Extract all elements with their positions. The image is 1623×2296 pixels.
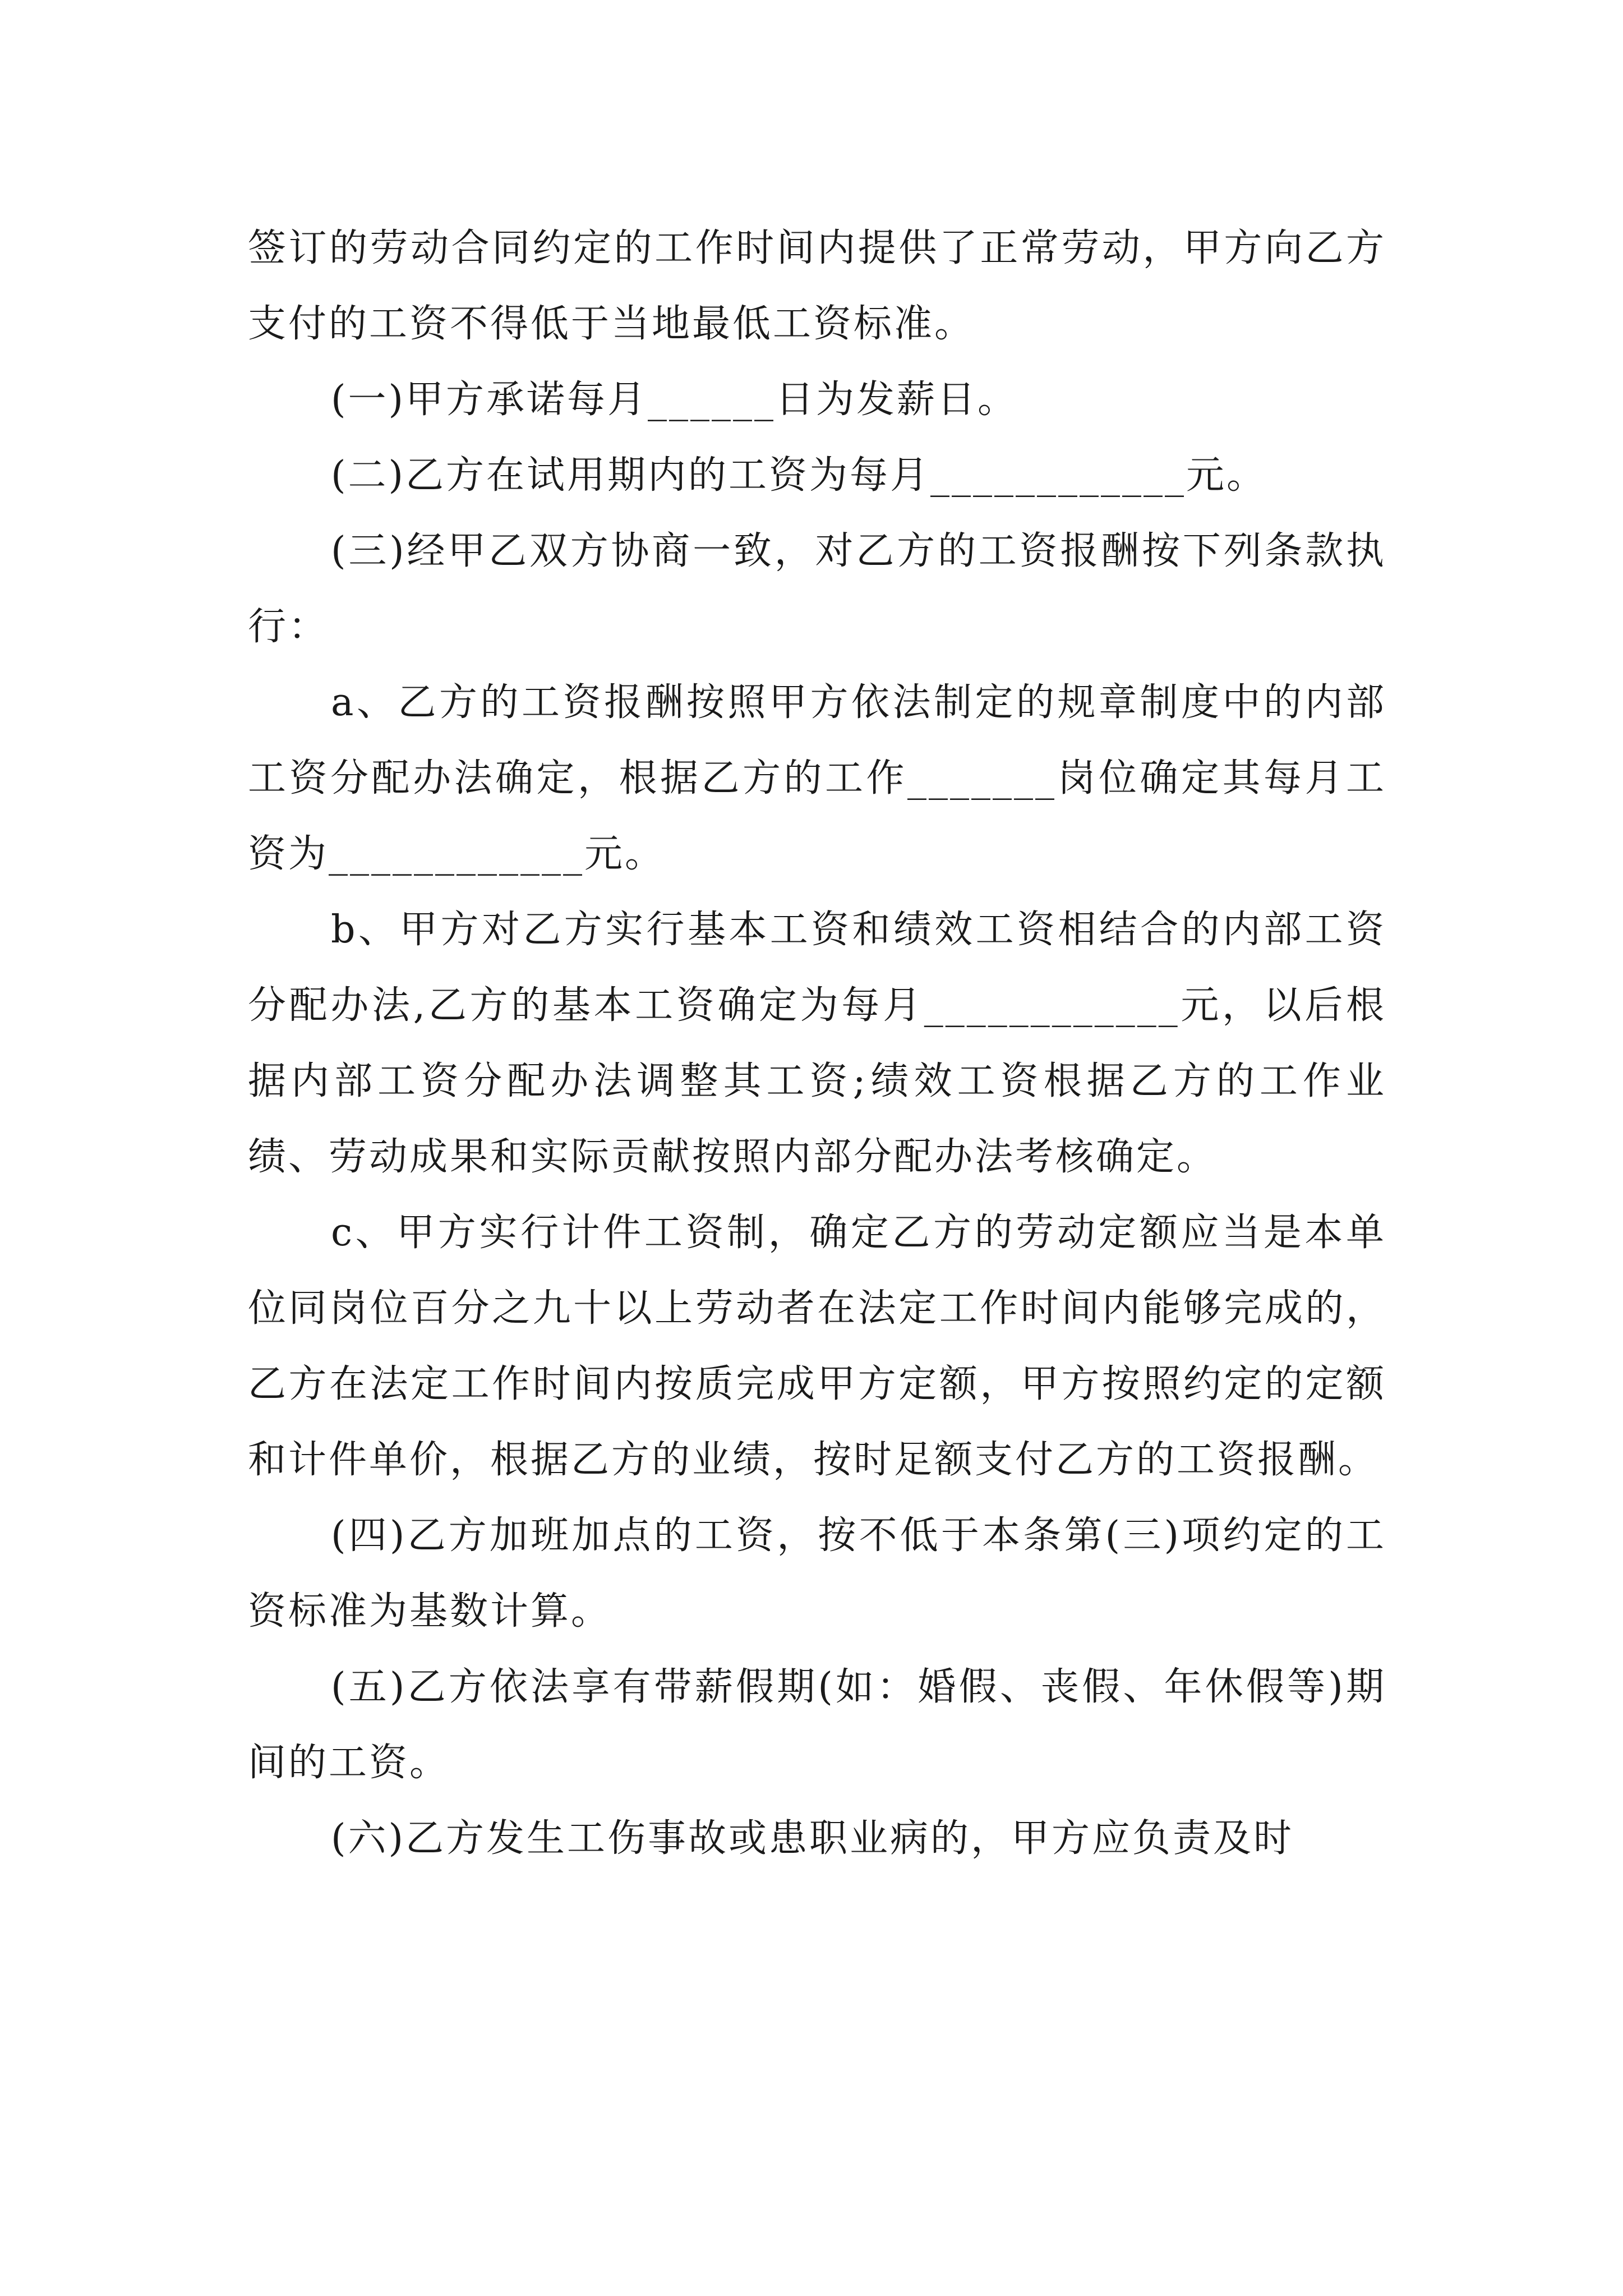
paragraph-9: (五)乙方依法享有带薪假期(如：婚假、丧假、年休假等)期间的工资。 bbox=[248, 1665, 1386, 1785]
paragraph-5: a、乙方的工资报酬按照甲方依法制定的规章制度中的内部工资分配办法确定，根据乙方的工作_______岗位确定其每月工资为____________元。 bbox=[248, 680, 1386, 876]
paragraph-7: c、甲方实行计件工资制，确定乙方的劳动定额应当是本单位同岗位百分之九十以上劳动者在法定工作时间内能够完成的，乙方在法定工作时间内按质完成甲方定额，甲方按照约定的定额和计件单价，根据乙方的业绩，按时足额支付乙方的工资报酬。 bbox=[248, 1211, 1386, 1482]
paragraph-6: b、甲方对乙方实行基本工资和绩效工资相结合的内部工资分配办法,乙方的基本工资确定为每月____________元，以后根据内部工资分配办法调整其工资;绩效工资根据乙方的工作业绩、劳动成果和实际贡献按照内部分配办法考核确定。 bbox=[248, 908, 1386, 1179]
paragraph-1: 签订的劳动合同约定的工作时间内提供了正常劳动，甲方向乙方支付的工资不得低于当地最低工资标准。 bbox=[248, 226, 1386, 346]
paragraph-8: (四)乙方加班加点的工资，按不低于本条第(三)项约定的工资标准为基数计算。 bbox=[248, 1513, 1386, 1634]
paragraph-2: (一)甲方承诺每月______日为发薪日。 bbox=[331, 378, 1018, 422]
paragraph-4: (三)经甲乙双方协商一致，对乙方的工资报酬按下列条款执行： bbox=[248, 529, 1386, 649]
paragraph-10: (六)乙方发生工伤事故或患职业病的，甲方应负责及时 bbox=[331, 1816, 1294, 1861]
paragraph-3: (二)乙方在试用期内的工资为每月____________元。 bbox=[331, 453, 1267, 498]
document-body bbox=[248, 210, 1386, 1876]
